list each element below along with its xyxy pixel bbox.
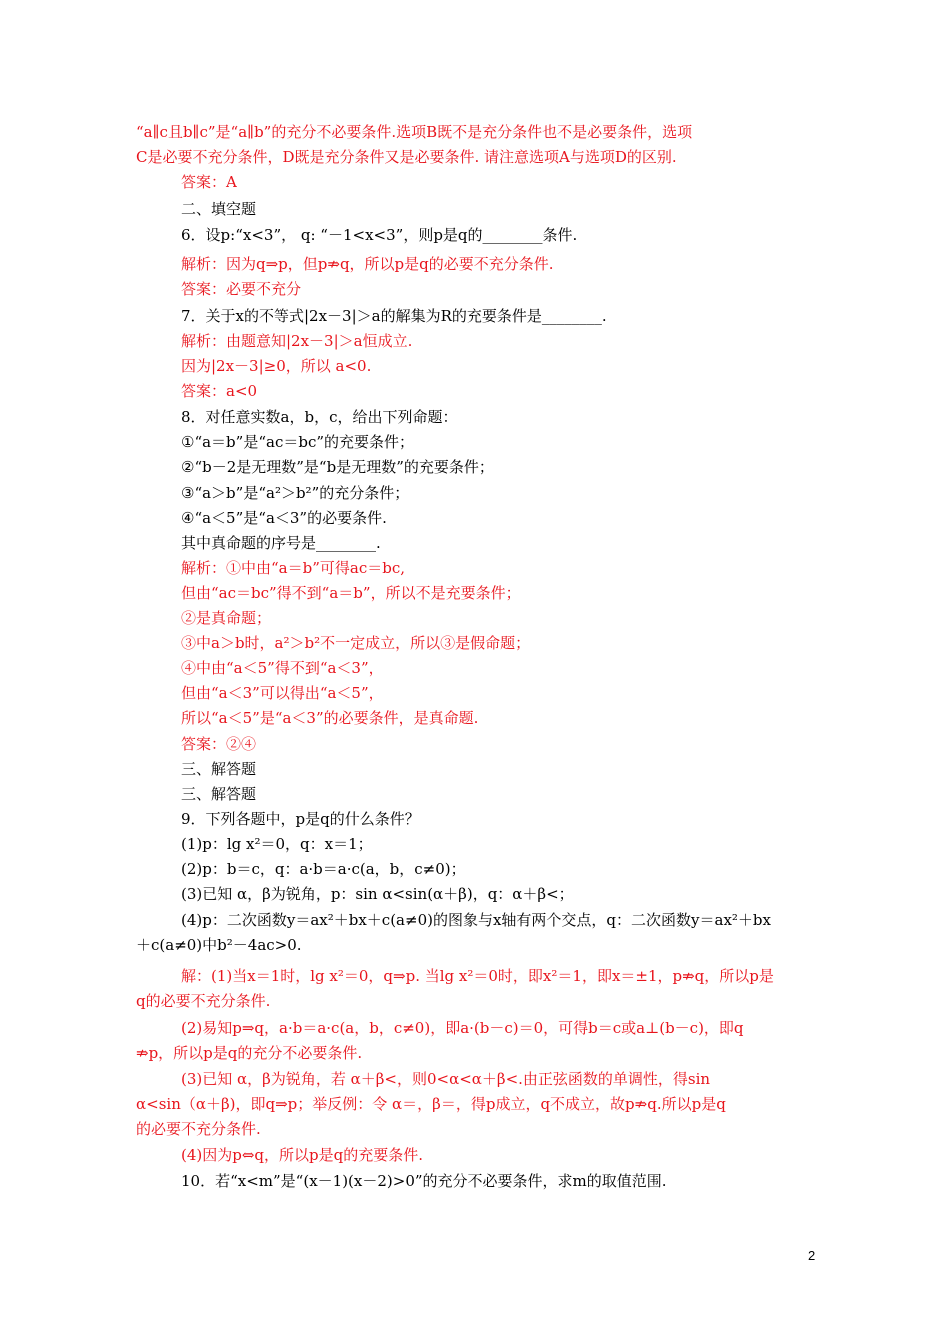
text-line: “a∥c且b∥c”是“a∥b”的充分不必要条件.选项B既不是充分条件也不是必要条件，选项 bbox=[136, 123, 693, 141]
text-line: 6．设p:“x<3”， q: “－1<x<3”，则p是q的________条件. bbox=[181, 226, 578, 244]
text-line: 答案：必要不充分 bbox=[181, 280, 302, 298]
text-line: ＋c(a≠0)中b²－4ac>0. bbox=[136, 936, 302, 954]
text-line: ③“a＞b”是“a²＞b²”的充分条件； bbox=[181, 484, 410, 502]
text-line: 因为|2x－3|≥0，所以 a<0. bbox=[181, 357, 372, 375]
text-line: 但由“a＜3”可以得出“a＜5”， bbox=[181, 684, 384, 702]
text-line: C是必要不充分条件，D既是充分条件又是必要条件. 请注意选项A与选项D的区别. bbox=[136, 148, 677, 166]
text-line: (3)已知 α，β为锐角，p：sin α<sin(α＋β)，q：α＋β<； bbox=[181, 885, 574, 903]
text-line: 答案：②④ bbox=[181, 735, 257, 753]
text-line: 三、解答题 bbox=[181, 785, 257, 803]
text-line: ③中a＞b时，a²＞b²不一定成立，所以③是假命题； bbox=[181, 634, 531, 652]
text-line: 解析：①中由“a＝b”可得ac＝bc, bbox=[181, 559, 405, 577]
text-line: 二、填空题 bbox=[181, 200, 257, 218]
text-line: (1)p：lg x²＝0，q：x＝1； bbox=[181, 835, 373, 853]
text-line: 但由“ac＝bc”得不到“a＝b”，所以不是充要条件； bbox=[181, 584, 521, 602]
text-line: 其中真命题的序号是________. bbox=[181, 534, 381, 552]
text-line: α<sin（α＋β)，即q⇒p；举反例：令 α＝，β＝，得p成立，q不成立，故p⇏q.所以p是q bbox=[136, 1095, 726, 1113]
text-line: 解析：因为q⇒p，但p⇏q，所以p是q的必要不充分条件. bbox=[181, 255, 554, 273]
text-line: ①“a＝b”是“ac＝bc”的充要条件； bbox=[181, 433, 415, 451]
text-line: (4)因为p⇔q，所以p是q的充要条件. bbox=[181, 1146, 423, 1164]
text-line: 三、解答题 bbox=[181, 760, 257, 778]
text-line: ④中由“a＜5”得不到“a＜3”， bbox=[181, 659, 384, 677]
text-line: 答案：a<0 bbox=[181, 382, 258, 400]
text-line: q的必要不充分条件. bbox=[136, 992, 271, 1010]
text-line: (3)已知 α，β为锐角，若 α＋β<，则0<α<α＋β<.由正弦函数的单调性，得sin bbox=[181, 1070, 711, 1088]
text-line: 的必要不充分条件. bbox=[136, 1120, 261, 1138]
text-line: 所以“a＜5”是“a＜3”的必要条件，是真命题. bbox=[181, 709, 479, 727]
text-line: ⇏p，所以p是q的充分不必要条件. bbox=[136, 1044, 363, 1062]
text-line: (2)p：b＝c，q：a·b＝a·c(a，b，c≠0)； bbox=[181, 860, 466, 878]
text-line: 8．对任意实数a，b，c，给出下列命题： bbox=[181, 408, 458, 426]
text-line: 7．关于x的不等式|2x－3|＞a的解集为R的充要条件是________. bbox=[181, 307, 607, 325]
text-line: 10．若“x<m”是“(x－1)(x－2)>0”的充分不必要条件，求m的取值范围. bbox=[181, 1172, 667, 1190]
text-line: 解：(1)当x＝1时，lg x²＝0，q⇒p. 当lg x²＝0时，即x²＝1，即x＝±1，p⇏q，所以p是 bbox=[181, 967, 774, 985]
text-line: (4)p：二次函数y＝ax²＋bx＋c(a≠0)的图象与x轴有两个交点，q：二次函数y＝ax²＋bx bbox=[181, 911, 771, 929]
text-line: 9．下列各题中，p是q的什么条件？ bbox=[181, 810, 420, 828]
text-line: ②是真命题； bbox=[181, 609, 272, 627]
page-number: 2 bbox=[808, 1248, 816, 1263]
text-line: ④“a＜5”是“a＜3”的必要条件. bbox=[181, 509, 387, 527]
text-line: ②“b－2是无理数”是“b是无理数”的充要条件； bbox=[181, 458, 494, 476]
text-line: 答案：A bbox=[181, 173, 237, 191]
text-line: 解析：由题意知|2x－3|＞a恒成立. bbox=[181, 332, 413, 350]
text-line: (2)易知p⇒q，a·b＝a·c(a，b，c≠0)，即a·(b－c)＝0，可得b＝c或a⊥(b－c)，即q bbox=[181, 1019, 744, 1037]
